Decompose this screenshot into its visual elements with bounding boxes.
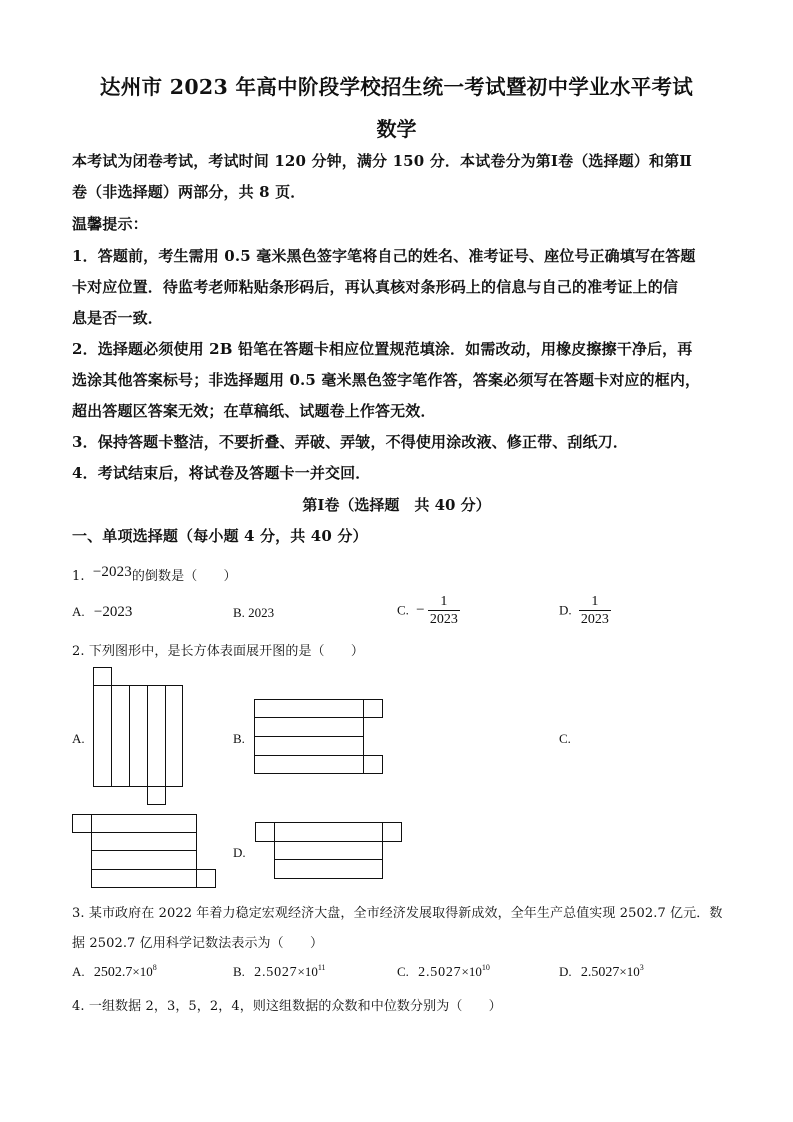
tip-2-line-3: 超出答题区答案无效；在草稿纸、试题卷上作答无效． <box>72 402 436 420</box>
q3-option-b[interactable] <box>233 963 326 981</box>
q2-option-a-label[interactable]: A. <box>72 731 85 746</box>
question-3-line-2: 据 2502.7 亿用科学记数法表示为（ ） <box>72 936 324 951</box>
option-exponent: 3 <box>639 963 644 972</box>
option-label: B. <box>233 605 245 620</box>
q3-option-c[interactable] <box>397 963 490 981</box>
tip-2-line-1: 2．选择题必须使用 2B 铅笔在答题卡相应位置规范填涂．如需改动，用橡皮擦擦干净后，再 <box>72 340 693 358</box>
exam-subject: 数学 <box>376 117 417 141</box>
section-1-heading: 一、单项选择题（每小题 4 分，共 40 分） <box>72 527 368 545</box>
exam-title: 达州市 2023 年高中阶段学校招生统一考试暨初中学业水平考试 <box>99 75 694 99</box>
question-1 <box>72 565 237 585</box>
question-2-stem: 下列图形中，是长方体表面展开图的是（ ） <box>88 644 364 659</box>
option-sign: − <box>416 602 425 618</box>
tip-1-line-1: 1．答题前，考生需用 0.5 毫米黑色签字笔将自己的姓名、准考证号、座位号正确填写在答题 <box>72 247 696 265</box>
q1-option-a[interactable] <box>72 604 132 621</box>
tip-4: 4．考试结束后，将试卷及答题卡一并交回． <box>72 464 371 482</box>
option-label: D. <box>559 964 572 979</box>
tip-2-line-2: 选涂其他答案标号；非选择题用 0.5 毫米黑色签字笔作答，答案必须写在答题卡对应的框内， <box>72 371 701 389</box>
question-1-math: −2023 <box>92 564 132 580</box>
option-mantissa: 2.5027 <box>418 965 462 980</box>
question-3-number: 3. <box>72 906 85 921</box>
question-3-stem-1: 某市政府在 2022 年着力稳定宏观经济大盘，全市经济发展取得新成效，全年生产总值实现 2502.7 亿元．数 <box>88 906 723 921</box>
numerator: 1 <box>440 594 448 609</box>
option-exponent: 11 <box>317 963 326 972</box>
q1-option-b[interactable] <box>233 605 274 621</box>
tip-1-line-3: 息是否一致． <box>72 309 163 327</box>
question-3-line-1 <box>72 902 722 921</box>
fraction <box>579 593 611 628</box>
tip-3: 3．保持答题卡整洁，不要折叠、弄破、弄皱，不得使用涂改液、修正带、刮纸刀． <box>72 433 628 451</box>
question-4-stem: 一组数据 2，3，5，2，4，则这组数据的众数和中位数分别为（ ） <box>88 999 502 1014</box>
option-label: C. <box>397 602 409 618</box>
option-mantissa: 2502.7 <box>93 965 133 980</box>
option-label: B. <box>233 964 245 979</box>
option-label: A. <box>72 604 85 619</box>
option-times: ×10 <box>297 964 318 979</box>
option-mantissa: 2.5027 <box>254 965 298 980</box>
q2-option-b-label[interactable]: B. <box>233 731 245 746</box>
question-1-number: 1. <box>72 569 85 584</box>
intro-line-1: 本考试为闭卷考试，考试时间 120 分钟，满分 150 分．本试卷分为第Ⅰ卷（选择题）和第Ⅱ <box>72 152 693 170</box>
option-times: ×10 <box>461 964 482 979</box>
option-exponent: 8 <box>152 963 157 972</box>
question-1-stem: 的倒数是（ ） <box>131 569 237 584</box>
question-4-number: 4. <box>72 999 85 1014</box>
option-times: ×10 <box>619 964 640 979</box>
q3-option-a[interactable] <box>72 963 157 981</box>
q2-option-d-label[interactable]: D. <box>233 845 246 860</box>
q3-option-d[interactable] <box>559 963 644 981</box>
option-label: C. <box>397 964 409 979</box>
intro-line-2: 卷（非选择题）两部分，共 8 页． <box>72 183 306 201</box>
option-times: ×10 <box>132 964 153 979</box>
question-2-number: 2. <box>72 644 85 659</box>
tip-1-line-2: 卡对应位置．待监考老师粘贴条形码后，再认真核对条形码上的信息与自己的准考证上的信 <box>72 278 679 296</box>
option-label: A. <box>72 964 85 979</box>
option-value: −2023 <box>93 604 133 620</box>
fraction <box>428 593 460 628</box>
numerator: 1 <box>591 594 599 609</box>
option-value: 2023 <box>248 605 275 620</box>
question-4 <box>72 995 502 1014</box>
q1-option-c[interactable] <box>397 593 460 628</box>
option-label: D. <box>559 602 572 618</box>
tips-heading: 温馨提示： <box>72 215 148 233</box>
option-mantissa: 2.5027 <box>580 965 620 980</box>
denominator: 2023 <box>429 612 458 627</box>
question-2 <box>72 640 364 659</box>
denominator: 2023 <box>580 612 609 627</box>
part-1-heading: 第Ⅰ卷（选择题 共 40 分） <box>302 496 491 514</box>
option-exponent: 10 <box>481 963 490 972</box>
q1-option-d[interactable] <box>559 593 611 628</box>
q2-option-c-label[interactable]: C. <box>559 731 571 746</box>
